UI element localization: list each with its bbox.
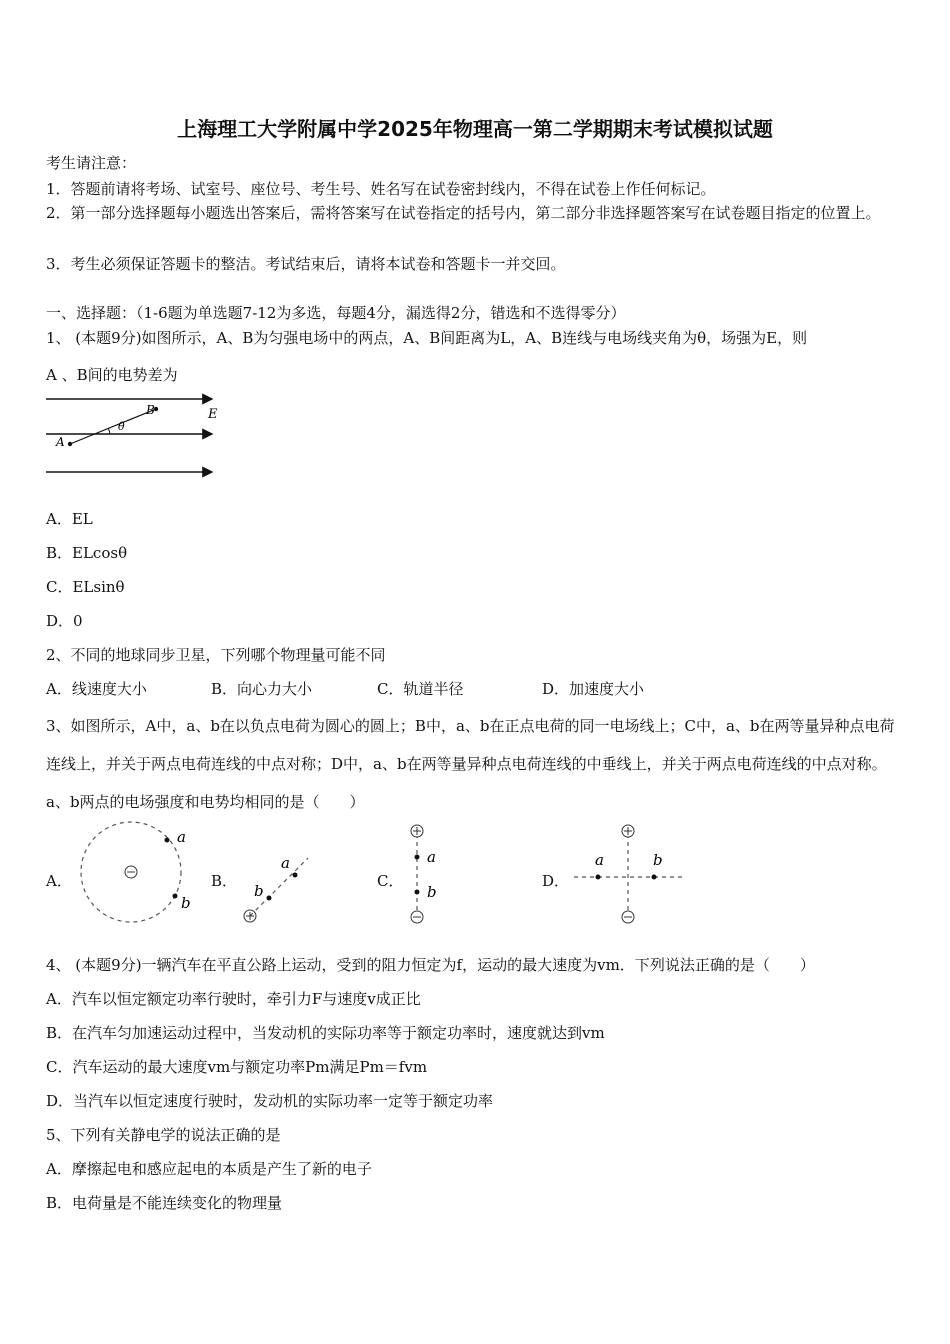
q2-option-a: A．线速度大小 <box>46 680 147 698</box>
q1-stem: 1、 (本题9分)如图所示，A、B为匀强电场中的两点，A、B间距离为L，A、B连线与电场线夹角为θ，场强为E，则 <box>46 329 808 347</box>
q3-fig-label-a: A． <box>46 872 72 890</box>
svg-text:b: b <box>653 851 663 869</box>
q1-option-b: B．ELcosθ <box>46 544 128 562</box>
label-b: B <box>146 403 155 417</box>
notice-item-2: 2．第一部分选择题每小题选出答案后，需将答案写在试卷指定的括号内，第二部分非选择题答案写在试卷题目指定的位置上。 <box>46 204 881 222</box>
label-a: A <box>56 435 65 449</box>
q3-fig-label-b: B． <box>211 872 238 890</box>
q3-fig-label-d: D． <box>542 872 570 890</box>
q4-stem: 4、 (本题9分)一辆汽车在平直公路上运动，受到的阻力恒定为f，运动的最大速度为vm．下列说法正确的是（ ） <box>46 956 815 974</box>
svg-text:b: b <box>254 882 264 900</box>
svg-text:a: a <box>595 851 604 869</box>
label-e: E <box>208 407 218 422</box>
q1-field-diagram <box>40 392 230 484</box>
q1-option-d: D．0 <box>46 612 83 630</box>
q3-fig-label-c: C． <box>377 872 404 890</box>
q1-option-a: A．EL <box>46 510 93 528</box>
segment-ab <box>70 409 156 444</box>
q4-option-c: C．汽车运动的最大速度vm与额定功率Pm满足Pm＝fvm <box>46 1058 428 1076</box>
section-heading: 一、选择题：（1-6题为单选题7-12为多选，每题4分，漏选得2分，错选和不选得零分） <box>46 304 626 322</box>
label-theta: θ <box>118 420 125 433</box>
notice-item-1: 1．答题前请将考场、试室号、座位号、考生号、姓名写在试卷密封线内，不得在试卷上作任何标记。 <box>46 180 716 198</box>
q1-stem-cont: A 、B间的电势差为 <box>46 366 178 384</box>
svg-text:a: a <box>427 848 436 866</box>
point-a-dot <box>68 442 72 446</box>
q5-option-a: A．摩擦起电和感应起电的本质是产生了新的电子 <box>46 1160 372 1178</box>
q3-figure-a <box>75 818 205 930</box>
q3-stem: 3、如图所示，A中，a、b在以负点电荷为圆心的圆上；B中，a、b在正点电荷的同一电场线上；C中，a、b在两等量异种点电荷连线上，并关于两点电荷连线的中点对称；D中，a、b在两等量异种点电荷连线的中垂线上，并关于两点电荷连线的中点对称。a、b两点的电场强度和电势均相同的是（ ） <box>46 717 895 811</box>
q3-figure-c <box>400 820 460 930</box>
q3-figure-b <box>238 848 318 930</box>
q5-stem: 5、下列有关静电学的说法正确的是 <box>46 1126 281 1144</box>
q4-option-b: B．在汽车匀加速运动过程中，当发动机的实际功率等于额定功率时，速度就达到vm <box>46 1024 605 1042</box>
q4-option-d: D．当汽车以恒定速度行驶时，发动机的实际功率一定等于额定功率 <box>46 1092 494 1110</box>
svg-text:b: b <box>181 894 191 912</box>
q1-option-c: C．ELsinθ <box>46 578 125 596</box>
q3-figure-d <box>570 820 686 930</box>
q5-option-b: B．电荷量是不能连续变化的物理量 <box>46 1194 283 1212</box>
notice-item-3: 3．考生必须保证答题卡的整洁。考试结束后，请将本试卷和答题卡一并交回。 <box>46 255 566 273</box>
page-title: 上海理工大学附属中学2025年物理高一第二学期期末考试模拟试题 <box>177 117 773 141</box>
q2-option-b: B．向心力大小 <box>211 680 313 698</box>
notice-heading: 考生请注意： <box>46 154 137 172</box>
q2-option-c: C．轨道半径 <box>377 680 464 698</box>
svg-text:a: a <box>281 854 290 872</box>
q4-option-a: A．汽车以恒定额定功率行驶时，牵引力F与速度v成正比 <box>46 990 421 1008</box>
svg-text:b: b <box>427 883 437 901</box>
svg-text:a: a <box>177 828 186 846</box>
q2-option-d: D．加速度大小 <box>542 680 645 698</box>
q2-stem: 2、不同的地球同步卫星，下列哪个物理量可能不同 <box>46 646 386 664</box>
